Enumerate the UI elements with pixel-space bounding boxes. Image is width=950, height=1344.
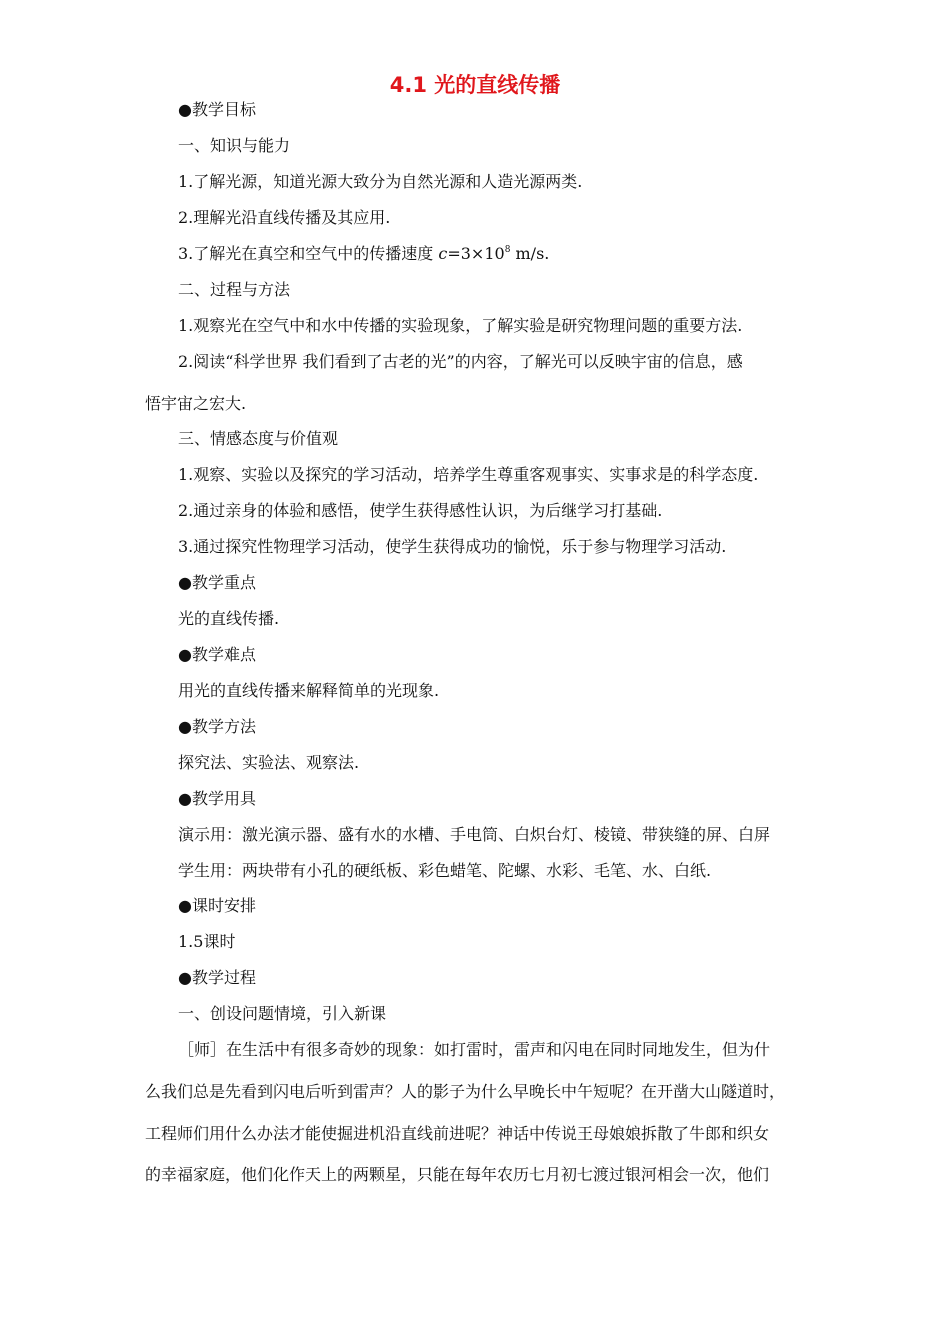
teaching-process-heading: ●教学过程 [178, 968, 256, 987]
difficulty-heading: ●教学难点 [178, 645, 256, 664]
k3-equation: =3×10 [447, 244, 505, 263]
knowledge-heading: 一、知识与能力 [178, 136, 291, 155]
key-point-heading: ●教学重点 [178, 573, 256, 592]
knowledge-item-3 [178, 243, 549, 265]
emotion-item-1: 1.观察、实验以及探究的学习活动，培养学生尊重客观事实、实事求是的科学态度. [178, 465, 759, 484]
objectives-heading: ●教学目标 [178, 100, 256, 119]
emotion-item-3: 3.通过探究性物理学习活动，使学生获得成功的愉悦，乐于参与物理学习活动. [178, 537, 727, 556]
k3-variable: c [438, 244, 448, 263]
document-title: 4.1 光的直线传播 [389, 73, 561, 97]
process-item-2-line-2: 悟宇宙之宏大. [145, 394, 247, 413]
schedule-text: 1.5课时 [178, 932, 236, 951]
process-heading: 二、过程与方法 [178, 280, 291, 299]
process-item-2-line-1: 2.阅读“科学世界 我们看到了古老的光”的内容，了解光可以反映宇宙的信息，感 [178, 352, 743, 371]
method-text: 探究法、实验法、观察法. [178, 753, 360, 772]
method-heading: ●教学方法 [178, 717, 256, 736]
paragraph-line-1: ［师］在生活中有很多奇妙的现象：如打雷时，雷声和闪电在同时同地发生，但为什 [178, 1040, 771, 1059]
emotion-heading: 三、情感态度与价值观 [178, 429, 339, 448]
tools-demo: 演示用：激光演示器、盛有水的水槽、手电筒、白炽台灯、棱镜、带狭缝的屏、白屏 [178, 825, 771, 844]
process-item-1: 1.观察光在空气中和水中传播的实验现象，了解实验是研究物理问题的重要方法. [178, 316, 743, 335]
intro-heading: 一、创设问题情境，引入新课 [178, 1004, 387, 1023]
k3-text: 3.了解光在真空和空气中的传播速度 [178, 244, 439, 263]
difficulty-text: 用光的直线传播来解释简单的光现象. [178, 681, 440, 700]
paragraph-line-2: 么我们总是先看到闪电后听到雷声？人的影子为什么早晚长中午短呢？在开凿大山隧道时， [145, 1082, 786, 1101]
key-point-text: 光的直线传播. [178, 609, 280, 628]
k3-exponent: 8 [504, 245, 511, 255]
emotion-item-2: 2.通过亲身的体验和感悟，使学生获得感性认识，为后继学习打基础. [178, 501, 663, 520]
schedule-heading: ●课时安排 [178, 896, 256, 915]
tools-heading: ●教学用具 [178, 789, 256, 808]
paragraph-line-4: 的幸福家庭，他们化作天上的两颗星，只能在每年农历七月初七渡过银河相会一次，他们 [145, 1165, 770, 1184]
knowledge-item-2: 2.理解光沿直线传播及其应用. [178, 208, 391, 227]
k3-unit: m/s. [510, 244, 550, 263]
tools-student: 学生用：两块带有小孔的硬纸板、彩色蜡笔、陀螺、水彩、毛笔、水、白纸. [178, 861, 712, 880]
paragraph-line-3: 工程师们用什么办法才能使掘进机沿直线前进呢？神话中传说王母娘娘拆散了牛郎和织女 [145, 1124, 770, 1143]
knowledge-item-1: 1.了解光源，知道光源大致分为自然光源和人造光源两类. [178, 172, 583, 191]
